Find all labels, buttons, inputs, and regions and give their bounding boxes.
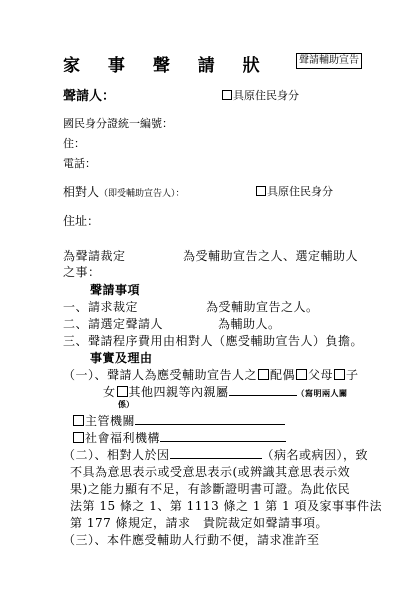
counterpart-indigenous-checkbox[interactable]: [256, 186, 266, 196]
applicant-label: 聲請人：: [63, 89, 116, 104]
address-label: 住：: [63, 137, 85, 150]
facts-3-line-1: （三）、本件應受輔助人行動不便，請求准許至: [63, 533, 320, 547]
parent-checkbox[interactable]: [296, 369, 307, 380]
applicant-indigenous-option[interactable]: [222, 87, 299, 103]
document-type-tag: 聲請輔助宣告: [296, 53, 362, 69]
intro-line-1b: 為受輔助宣告之人、選定輔助人: [183, 249, 359, 263]
facts-2-text-b: （病名或病因），致: [261, 448, 369, 462]
id-number-label: 國民身分證統一編號：: [63, 117, 173, 130]
child-text: 子: [346, 368, 359, 382]
facts-2-text-a: （二）、相對人於因: [63, 448, 170, 462]
relation-note-1: （寫明兩人關: [296, 388, 348, 398]
welfare-checkbox[interactable]: [73, 432, 84, 443]
relation-blank[interactable]: [229, 383, 297, 396]
authority-blank[interactable]: [135, 412, 285, 425]
parent-text: 父母: [308, 368, 334, 382]
applicant-indigenous-text: 具原住民身分: [233, 89, 299, 102]
phone-label: 電話：: [63, 157, 96, 170]
child-checkbox[interactable]: [334, 369, 345, 380]
petition-heading: 聲請事項: [90, 283, 141, 297]
welfare-blank[interactable]: [160, 429, 286, 442]
facts-1-line-2: [103, 383, 348, 400]
petition-item-1a: 一、請求裁定: [63, 300, 139, 314]
facts-1-text-b: 女: [103, 385, 116, 399]
spouse-text: 配偶: [270, 368, 296, 382]
petition-item-2a: 二、請選定聲請人: [63, 317, 164, 331]
counterpart-indigenous-text: 具原住民身分: [267, 185, 333, 198]
illness-blank[interactable]: [170, 446, 262, 459]
facts-2-line-1: [63, 446, 368, 463]
facts-heading: 事實及理由: [90, 351, 153, 365]
petition-item-3: 三、聲請程序費用由相對人（應受輔助宣告人）負擔。: [63, 334, 364, 348]
counterpart-note: （即受輔助宣告人）：: [99, 189, 185, 199]
other-relative-text: 其他四親等內親屬: [128, 385, 229, 399]
facts-2-line-2: 不具為意思表示或受意思表示(或辨識其意思表示效: [70, 465, 351, 479]
facts-1-text-a: （一）、聲請人為應受輔助宣告人之: [63, 368, 258, 382]
counterpart-label-group: [63, 183, 185, 200]
welfare-option[interactable]: [72, 429, 286, 446]
applicant-indigenous-checkbox[interactable]: [222, 90, 232, 100]
other-relative-checkbox[interactable]: [117, 386, 128, 397]
intro-line-1a: 為聲請裁定: [63, 249, 126, 263]
petition-item-2b: 為輔助人。: [218, 317, 281, 331]
intro-line-2: 之事：: [63, 265, 101, 279]
document-title: 家 事 聲 請 狀: [63, 56, 271, 76]
facts-2-line-5: 第 177 條規定，請求 貴院裁定如聲請事項。: [70, 516, 329, 530]
petition-item-1b: 為受輔助宣告之人。: [206, 300, 319, 314]
relation-note-2: 係）: [118, 399, 134, 409]
residence-label: 住址：: [63, 214, 100, 228]
authority-option[interactable]: [72, 412, 285, 429]
spouse-checkbox[interactable]: [258, 369, 269, 380]
facts-1-line-1: [63, 366, 359, 383]
counterpart-label: 相對人: [63, 185, 100, 199]
counterpart-indigenous-option[interactable]: [256, 183, 333, 199]
authority-checkbox[interactable]: [73, 415, 84, 426]
authority-text: 主管機關: [85, 414, 136, 428]
welfare-text: 社會福利機構: [85, 431, 161, 445]
facts-2-line-3: 果)之能力顯有不足，有診斷證明書可證。為此依民: [70, 482, 351, 496]
facts-2-line-4: 法第 15 條之 1、第 1113 條之 1 第 1 項及家事事件法: [70, 499, 383, 513]
